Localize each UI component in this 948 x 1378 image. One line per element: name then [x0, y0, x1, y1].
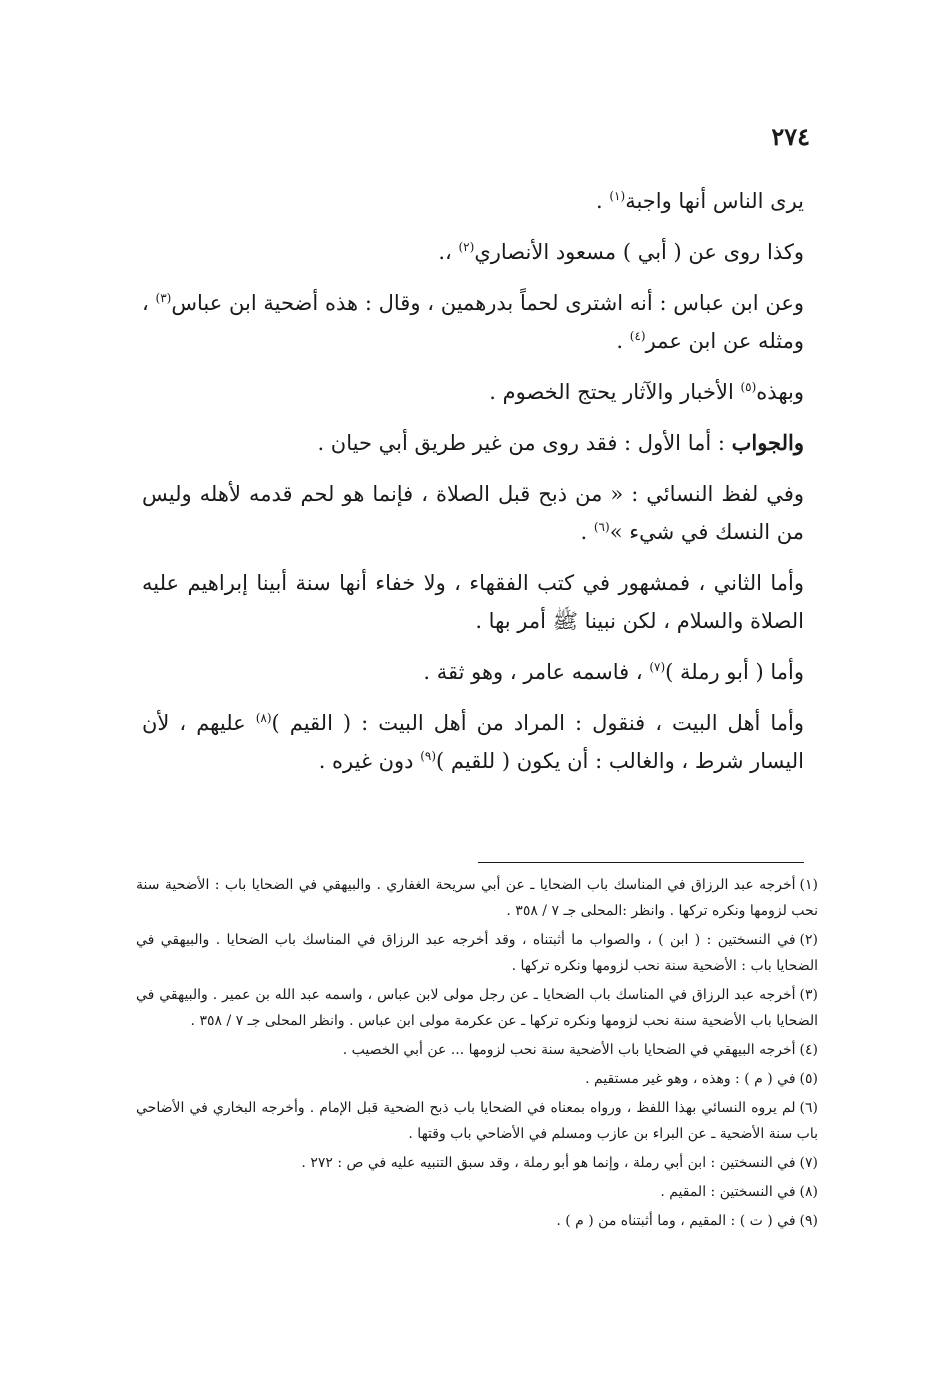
footnote-text: في النسختين : ( ابن ) ، والصواب ما أثبتناه ، وقد أخرجه عبد الرزاق في المناسك باب الضحايا . والبيهقي في الضحايا باب : الأضحية سنة نحب لزومها ونكره تركها .	[136, 932, 818, 974]
footnote-ref[interactable]: (٦)	[593, 520, 610, 534]
paragraph-text: وفي لفظ النسائي : « من ذبح قبل الصلاة ، فإنما هو لحم قدمه لأهله وليس من النسك في شيء »	[142, 482, 804, 544]
paragraph-text: وعن ابن عباس : أنه اشترى لحماً بدرهمين ، وقال : هذه أضحية ابن عباس	[171, 291, 804, 315]
footnote-text: أخرجه البيهقي في الضحايا باب الأضحية سنة نحب لزومها ... عن أبي الخصيب .	[342, 1042, 796, 1058]
paragraph-text: : أما الأول : فقد روى من غير طريق أبي حيان .	[317, 431, 732, 455]
paragraph-text: .	[596, 189, 610, 213]
paragraph-text: وأما ( أبو رملة )	[665, 660, 804, 684]
footnote-number: (٣)	[799, 987, 818, 1003]
paragraph-text: وأما أهل البيت ، فنقول : المراد من أهل البيت : ( القيم )	[271, 711, 804, 735]
main-text	[142, 182, 804, 793]
paragraph-3	[142, 284, 804, 360]
footnote-ref[interactable]: (٥)	[740, 380, 757, 394]
paragraph-2	[142, 233, 804, 271]
answer-heading: والجواب	[731, 430, 804, 455]
footnote-divider	[478, 862, 804, 863]
footnote-number: (١)	[799, 877, 818, 893]
footnote-number: (٤)	[799, 1042, 818, 1058]
footnote-number: (٩)	[799, 1213, 818, 1229]
paragraph-8	[142, 653, 804, 691]
paragraph-text: ، فاسمه عامر ، وهو ثقة .	[423, 660, 650, 684]
footnote-text: في النسختين : المقيم .	[660, 1184, 796, 1200]
footnote-text: في ( م ) : وهذه ، وهو غير مستقيم .	[585, 1071, 796, 1087]
footnote-number: (٧)	[799, 1155, 818, 1171]
footnote-text: أخرجه عبد الرزاق في المناسك باب الضحايا ـ عن رجل مولى لابن عباس ، واسمه عبد الله بن عمير . والبيهقي في الضحايا باب الأضحية سنة نحب لزومها ونكره تركها ـ عن عكرمة مولى ابن عباس . وانظر المحلى جـ ٧ / ٣٥٨ .	[136, 987, 818, 1029]
footnote-9	[136, 1208, 818, 1234]
paragraph-text: ،.	[438, 240, 459, 264]
paragraph-6	[142, 475, 804, 551]
footnote-ref[interactable]: (٢)	[458, 240, 475, 254]
paragraph-1	[142, 182, 804, 220]
footnote-number: (٥)	[799, 1071, 818, 1087]
paragraph-text: ، ومثله عن ابن عمر	[142, 291, 804, 353]
footnote-ref[interactable]: (٣)	[155, 291, 172, 305]
footnote-text: لم يروه النسائي بهذا اللفظ ، ورواه بمعناه في الضحايا باب ذبح الضحية قبل الإمام . وأخرجه البخاري في الأضاحي باب سنة الأضحية ـ عن البراء بن عازب ومسلم في الأضاحي باب وقتها .	[136, 1100, 818, 1142]
paragraph-text: الأخبار والآثار يحتج الخصوم .	[489, 380, 741, 404]
footnote-ref[interactable]: (٩)	[420, 749, 437, 763]
paragraph-5	[142, 424, 804, 462]
footnote-1	[136, 872, 818, 924]
paragraph-text: وكذا روى عن ( أبي ) مسعود الأنصاري	[474, 240, 804, 264]
footnote-2	[136, 927, 818, 979]
footnote-6	[136, 1095, 818, 1147]
paragraph-text: عليهم ، لأن اليسار شرط ، والغالب : أن يكون ( للقيم )	[142, 711, 804, 773]
paragraph-text: يرى الناس أنها واجبة	[625, 189, 804, 213]
footnote-ref[interactable]: (١)	[609, 189, 626, 203]
footnote-7	[136, 1150, 818, 1176]
footnote-text: أخرجه عبد الرزاق في المناسك باب الضحايا ـ عن أبي سريحة الغفاري . والبيهقي في الضحايا باب : الأضحية سنة نحب لزومها ونكره تركها . وانظر :المحلى جـ ٧ / ٣٥٨ .	[136, 877, 818, 919]
footnote-ref[interactable]: (٧)	[649, 660, 666, 674]
footnote-8	[136, 1179, 818, 1205]
page-number: ٢٧٤	[771, 122, 810, 151]
paragraph-text: وبهذه	[756, 380, 804, 404]
paragraph-text: وأما الثاني ، فمشهور في كتب الفقهاء ، ولا خفاء أنها سنة أبينا إبراهيم عليه الصلاة والسلام ، لكن نبينا ﷺ أمر بها .	[142, 571, 804, 633]
footnote-text: في ( ت ) : المقيم ، وما أثبتناه من ( م ) .	[556, 1213, 796, 1229]
footnote-4	[136, 1037, 818, 1063]
footnote-number: (٦)	[799, 1100, 819, 1116]
paragraph-text: .	[616, 329, 630, 353]
footnote-ref[interactable]: (٤)	[629, 329, 646, 343]
paragraph-7	[142, 564, 804, 640]
paragraph-9	[142, 704, 804, 780]
paragraph-text: .	[580, 520, 594, 544]
footnotes	[136, 872, 818, 1237]
footnote-number: (٢)	[799, 932, 818, 948]
footnote-number: (٨)	[799, 1184, 818, 1200]
paragraph-4	[142, 373, 804, 411]
footnote-3	[136, 982, 818, 1034]
footnote-5	[136, 1066, 818, 1092]
footnote-text: في النسختين : ابن أبي رملة ، وإنما هو أبو رملة ، وقد سبق التنبيه عليه في ص : ٢٧٢ .	[301, 1155, 796, 1171]
paragraph-text: دون غيره .	[318, 749, 421, 773]
footnote-ref[interactable]: (٨)	[255, 711, 272, 725]
